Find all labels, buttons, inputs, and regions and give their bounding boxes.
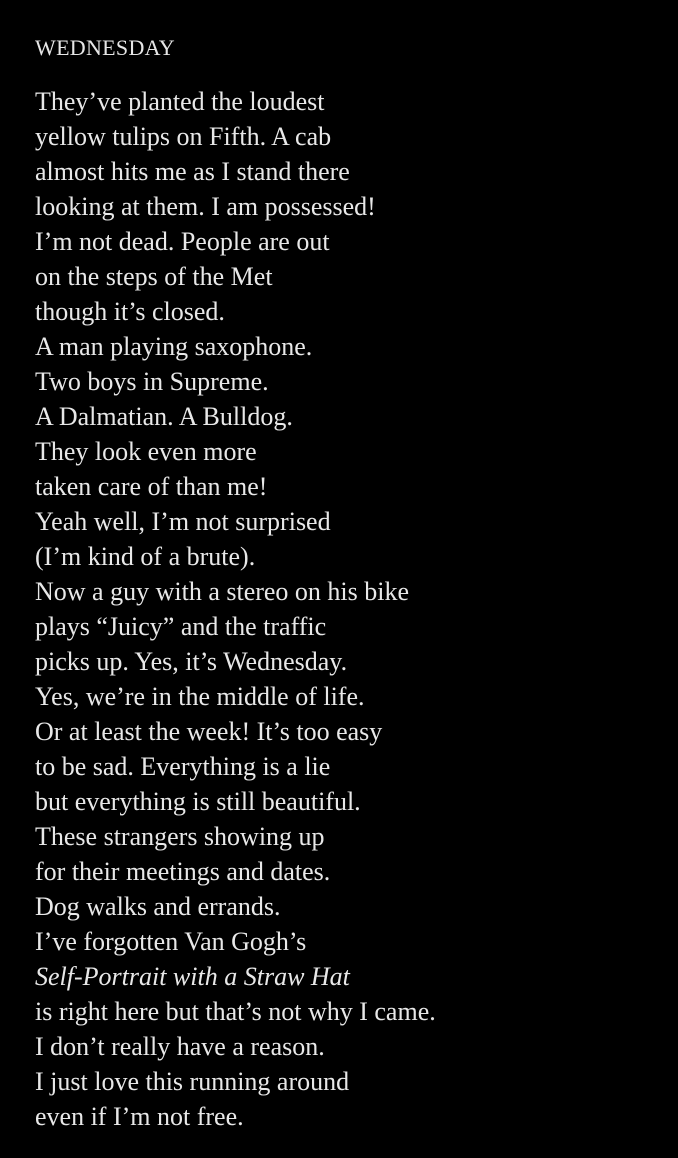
- poem-line: plays “Juicy” and the traffic: [35, 612, 327, 641]
- poem-line: though it’s closed.: [35, 297, 225, 326]
- poem-line: picks up. Yes, it’s Wednesday.: [35, 647, 348, 676]
- poem-line: A Dalmatian. A Bulldog.: [35, 402, 293, 431]
- poem-line: but everything is still beautiful.: [35, 787, 361, 816]
- poem-line-artwork-title: Self-Portrait with a Straw Hat: [35, 962, 350, 991]
- poem-line: looking at them. I am possessed!: [35, 192, 376, 221]
- poem-line: A man playing saxophone.: [35, 332, 313, 361]
- poem-line: Yeah well, I’m not surprised: [35, 507, 331, 536]
- poem-line: They look even more: [35, 437, 257, 466]
- poem-line: even if I’m not free.: [35, 1102, 244, 1131]
- poem-line: is right here but that’s not why I came.: [35, 997, 436, 1026]
- poem-line: yellow tulips on Fifth. A cab: [35, 122, 332, 151]
- poem-line: Two boys in Supreme.: [35, 367, 269, 396]
- poem-body: [35, 84, 678, 1134]
- poem-line: to be sad. Everything is a lie: [35, 752, 331, 781]
- poem-line: I’ve forgotten Van Gogh’s: [35, 927, 307, 956]
- poem-line: Yes, we’re in the middle of life.: [35, 682, 365, 711]
- poem-line: (I’m kind of a brute).: [35, 542, 256, 571]
- poem-line: They’ve planted the loudest: [35, 87, 325, 116]
- poem-line: Or at least the week! It’s too easy: [35, 717, 383, 746]
- poem-line: for their meetings and dates.: [35, 857, 331, 886]
- poem-line: almost hits me as I stand there: [35, 157, 350, 186]
- poem-line: Dog walks and errands.: [35, 892, 281, 921]
- poem-title: WEDNESDAY: [35, 35, 175, 60]
- poem-line: I just love this running around: [35, 1067, 350, 1096]
- poem-line: taken care of than me!: [35, 472, 268, 501]
- poem-line: Now a guy with a stereo on his bike: [35, 577, 410, 606]
- poem-line: I’m not dead. People are out: [35, 227, 330, 256]
- poem-line: I don’t really have a reason.: [35, 1032, 325, 1061]
- poem-line: These strangers showing up: [35, 822, 325, 851]
- poem-line: on the steps of the Met: [35, 262, 273, 291]
